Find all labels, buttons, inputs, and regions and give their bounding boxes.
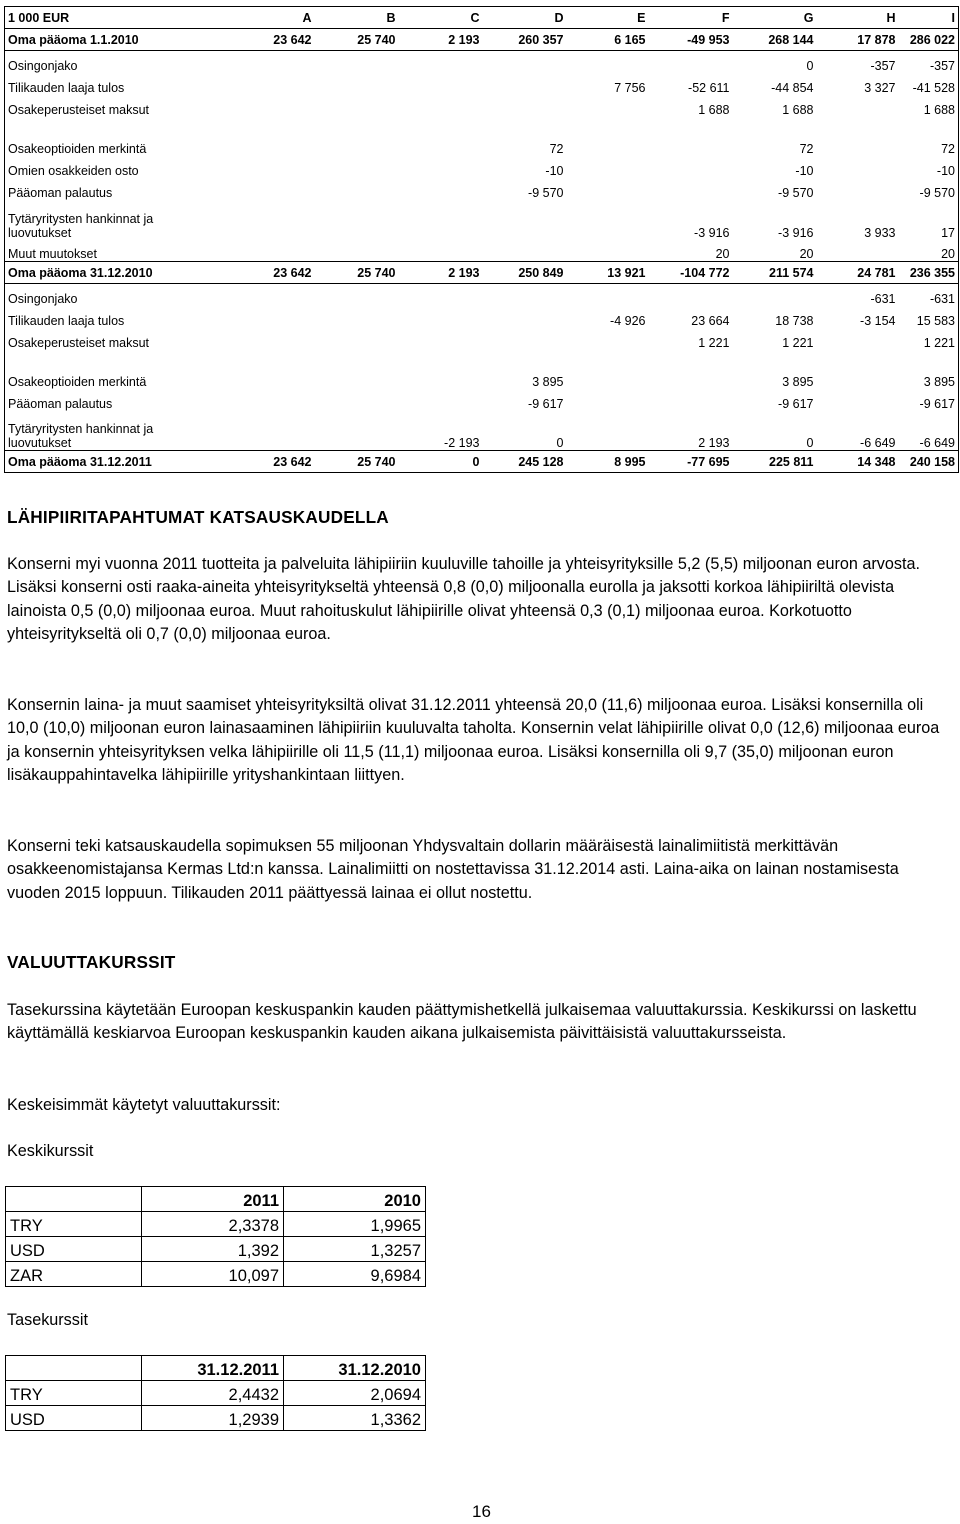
table-cell: 23 642: [231, 29, 315, 51]
table-cell: 250 849: [483, 262, 567, 284]
rates-row: [6, 1262, 426, 1287]
table-cell: C: [399, 7, 483, 29]
total-row: [5, 29, 959, 51]
table-row: [5, 134, 959, 156]
table-cell: -10: [795, 163, 814, 178]
table-cell: [231, 73, 315, 95]
table-cell: 0: [806, 58, 814, 73]
rates-header-row: [6, 1356, 426, 1381]
table-cell: -44 854: [771, 80, 814, 95]
table-row: [5, 117, 959, 134]
table-cell: 6 165: [567, 29, 649, 51]
table-cell: -77 695: [649, 451, 733, 473]
table-cell: [399, 240, 483, 262]
table-cell: [231, 95, 315, 117]
row-label: Osakeperusteiset maksut: [5, 95, 231, 117]
row-label: Tilikauden laaja tulos: [5, 73, 231, 95]
table-cell: [567, 389, 649, 411]
table-cell: [315, 95, 399, 117]
closing-rates-body: [6, 1356, 426, 1431]
table-cell: [399, 156, 483, 178]
rate-cell: 2,0694: [284, 1381, 426, 1406]
table-cell: [567, 284, 649, 306]
table-cell: 18 738: [775, 313, 814, 328]
rate-cell: 31.12.2010: [284, 1356, 426, 1381]
table-cell: -3 154: [860, 313, 896, 328]
table-cell: 286 022: [899, 29, 959, 51]
row-label: [5, 117, 231, 134]
table-cell: 0: [806, 436, 814, 450]
table-cell: 3 327: [864, 80, 896, 95]
table-cell: [315, 411, 399, 451]
table-cell: [817, 367, 899, 389]
table-cell: A: [231, 7, 315, 29]
table-cell: 0: [399, 451, 483, 473]
currency-code: [6, 1187, 142, 1212]
table-cell: -3 916: [694, 225, 730, 240]
main-rates-intro: Keskeisimmät käytetyt valuuttakurssit:: [7, 1096, 281, 1114]
table-cell: [399, 73, 483, 95]
table-row: [5, 350, 959, 367]
table-cell: [567, 328, 649, 350]
table-row: [5, 389, 959, 411]
table-cell: [315, 178, 399, 200]
related-party-paragraph-3: Konserni teki katsauskaudella sopimuksen 55 miljoonan Yhdysvaltain dollarin määräisestä lainalimiitistä merkittävän osakkeenomistajansa Kermas Ltd:n kanssa. Lainalimiitti on nostettavissa 31.12.2014 asti. Laina-aika on lainan nostamisesta vuoden 2015 loppuun. Tilikauden 2011 päättyessä lainaa ei ollut nostettu.: [7, 837, 899, 902]
table-cell: [315, 306, 399, 328]
table-cell: [817, 134, 899, 156]
table-cell: 3 933: [864, 225, 896, 240]
table-cell: 260 357: [483, 29, 567, 51]
table-cell: [399, 350, 483, 367]
average-rates-body: [6, 1187, 426, 1287]
table-cell: 25 740: [315, 29, 399, 51]
table-cell: [315, 200, 399, 240]
rate-cell: 1,3257: [284, 1237, 426, 1262]
table-cell: [817, 240, 899, 262]
table-cell: 1 688: [698, 102, 730, 117]
table-cell: 240 158: [899, 451, 959, 473]
currency-paragraph: Tasekurssina käytetään Euroopan keskuspankin kauden päättymishetkellä julkaisemaa valuuttakurssia. Keskikurssi on laskettu käyttämällä keskiarvoa Euroopan keskuspankin kauden aikana julkaisemista päivittäisistä valuuttakursseista.: [7, 1001, 917, 1043]
table-cell: 1 688: [899, 95, 959, 117]
table-cell: -2 193: [444, 436, 480, 450]
row-label-line-1: Tytäryritysten hankinnat ja: [8, 211, 154, 226]
table-cell: 72: [549, 141, 564, 156]
table-cell: [567, 95, 649, 117]
rate-cell: 1,3362: [284, 1406, 426, 1431]
page-number: 16: [472, 1502, 491, 1521]
table-cell: [399, 95, 483, 117]
table-cell: 3 895: [899, 367, 959, 389]
table-cell: 3 895: [532, 374, 564, 389]
table-cell: 13 921: [567, 262, 649, 284]
table-cell: [567, 134, 649, 156]
table-cell: [315, 350, 399, 367]
table-cell: [567, 411, 649, 451]
table-cell: [483, 200, 567, 240]
table-cell: 1 221: [782, 335, 814, 350]
rate-cell: 9,6984: [284, 1262, 426, 1287]
table-cell: 268 144: [733, 29, 817, 51]
table-cell: D: [483, 7, 567, 29]
currency-code: USD: [6, 1237, 142, 1262]
table-cell: [817, 350, 899, 367]
table-cell: 23 642: [231, 451, 315, 473]
table-cell: [315, 117, 399, 134]
currency-code: TRY: [6, 1212, 142, 1237]
table-cell: -6 649: [899, 411, 959, 451]
table-cell: [315, 134, 399, 156]
table-cell: [399, 200, 483, 240]
closing-rates-label: Tasekurssit: [7, 1311, 88, 1329]
table-cell: [231, 350, 315, 367]
rate-cell: 10,097: [142, 1262, 284, 1287]
total-row: [5, 262, 959, 284]
table-cell: 0: [556, 436, 564, 450]
rate-cell: 2,3378: [142, 1212, 284, 1237]
table-cell: -104 772: [649, 262, 733, 284]
table-row: [5, 95, 959, 117]
table-cell: [567, 200, 649, 240]
table-row: [5, 328, 959, 350]
table-cell: [483, 284, 567, 306]
row-label: Oma pääoma 1.1.2010: [5, 29, 231, 51]
currency-heading: VALUUTTAKURSSIT: [7, 952, 176, 972]
table-cell: [567, 240, 649, 262]
table-cell: [399, 178, 483, 200]
table-cell: [399, 367, 483, 389]
table-cell: 3 895: [782, 374, 814, 389]
table-cell: [733, 350, 817, 367]
table-cell: [649, 367, 733, 389]
table-cell: -9 570: [899, 178, 959, 200]
table-cell: -9 570: [778, 185, 814, 200]
table-cell: 20: [899, 240, 959, 262]
row-label: Osakeperusteiset maksut: [5, 328, 231, 350]
table-cell: -631: [870, 291, 896, 306]
table-cell: B: [315, 7, 399, 29]
table-cell: [399, 306, 483, 328]
table-cell: 24 781: [817, 262, 899, 284]
rate-cell: 1,9965: [284, 1212, 426, 1237]
table-cell: [315, 389, 399, 411]
table-cell: 15 583: [899, 306, 959, 328]
table-row: [5, 156, 959, 178]
table-cell: -10: [545, 163, 564, 178]
table-cell: [315, 51, 399, 73]
table-cell: [399, 51, 483, 73]
table-cell: -41 528: [899, 73, 959, 95]
table-cell: [817, 389, 899, 411]
table-cell: [649, 350, 733, 367]
table-row: [5, 367, 959, 389]
table-cell: [231, 367, 315, 389]
total-row: [5, 451, 959, 473]
related-party-paragraph-2: Konsernin laina- ja muut saamiset yhteisyrityksiltä olivat 31.12.2011 yhteensä 20,0 (11,6) miljoonaa euroa. Lisäksi konsernilla oli 10,0 (10,0) miljoonan euron lainasaaminen lähipiiriin kuuluvalta taholta. Konsernin velat lähipiirille olivat 0,0 (12,6) miljoonaa euroa ja konsernin yhteisyrityksen velka lähipiirille oli 11,5 (11,1) miljoonaa euroa. Lisäksi konsernilla oli 9,7 (35,0) miljoonan euron lisäkauppahintavelka lähipiirille yrityshankintaan liittyen.: [7, 696, 940, 784]
row-label: Pääoman palautus: [5, 389, 231, 411]
table-cell: [315, 284, 399, 306]
table-cell: [567, 117, 649, 134]
table-row: [5, 411, 959, 451]
table-row: [5, 284, 959, 306]
table-row: [5, 240, 959, 262]
table-cell: [399, 134, 483, 156]
closing-rates-table: [5, 1355, 426, 1431]
row-label: [5, 411, 231, 451]
row-label: Omien osakkeiden osto: [5, 156, 231, 178]
table-cell: [231, 306, 315, 328]
table-cell: [231, 200, 315, 240]
table-cell: [231, 178, 315, 200]
rate-cell: 1,2939: [142, 1406, 284, 1431]
row-label-line-2: luovutukset: [8, 225, 72, 240]
rate-cell: 2010: [284, 1187, 426, 1212]
table-cell: [483, 328, 567, 350]
table-cell: [399, 389, 483, 411]
table-cell: -3 916: [778, 225, 814, 240]
rates-row: [6, 1212, 426, 1237]
equity-table-body: [5, 7, 959, 473]
table-cell: I: [899, 7, 959, 29]
table-cell: 72: [799, 141, 814, 156]
table-cell: [315, 367, 399, 389]
table-cell: [483, 73, 567, 95]
table-cell: 7 756: [614, 80, 646, 95]
table-cell: [315, 156, 399, 178]
table-cell: -631: [899, 284, 959, 306]
table-cell: [567, 156, 649, 178]
rate-cell: 2,4432: [142, 1381, 284, 1406]
table-cell: [567, 178, 649, 200]
table-cell: [649, 156, 733, 178]
table-cell: [399, 117, 483, 134]
currency-code: USD: [6, 1406, 142, 1431]
table-cell: [817, 117, 899, 134]
rates-row: [6, 1406, 426, 1431]
table-cell: 211 574: [733, 262, 817, 284]
table-cell: [817, 328, 899, 350]
table-cell: [567, 51, 649, 73]
table-cell: [649, 284, 733, 306]
table-row: [5, 178, 959, 200]
table-cell: [399, 284, 483, 306]
table-cell: [231, 284, 315, 306]
row-label: Oma pääoma 31.12.2011: [5, 451, 231, 473]
related-party-heading: LÄHIPIIRITAPAHTUMAT KATSAUSKAUDELLA: [7, 507, 389, 527]
table-cell: 23 642: [231, 262, 315, 284]
table-cell: [483, 306, 567, 328]
row-label: Muut muutokset: [5, 240, 231, 262]
table-row: [5, 73, 959, 95]
table-cell: [483, 95, 567, 117]
table-cell: [315, 73, 399, 95]
table-cell: -9 617: [778, 396, 814, 411]
table-cell: [817, 95, 899, 117]
table-cell: -9 617: [528, 396, 564, 411]
table-row: [5, 51, 959, 73]
row-label: [5, 350, 231, 367]
table-cell: G: [733, 7, 817, 29]
table-cell: [231, 117, 315, 134]
equity-changes-table: [4, 6, 959, 473]
row-label: Pääoman palautus: [5, 178, 231, 200]
table-cell: 25 740: [315, 262, 399, 284]
table-cell: -52 611: [688, 80, 730, 95]
table-cell: [567, 367, 649, 389]
rate-cell: 1,392: [142, 1237, 284, 1262]
rates-row: [6, 1237, 426, 1262]
table-cell: 1 221: [899, 328, 959, 350]
table-cell: -9 570: [528, 185, 564, 200]
table-cell: [231, 328, 315, 350]
row-label: Osakeoptioiden merkintä: [5, 134, 231, 156]
table-cell: [733, 117, 817, 134]
row-label: Osingonjako: [5, 284, 231, 306]
table-cell: [649, 389, 733, 411]
table-cell: [315, 240, 399, 262]
table-cell: 2 193: [399, 29, 483, 51]
table-cell: [649, 178, 733, 200]
table-cell: [817, 156, 899, 178]
table-cell: [483, 51, 567, 73]
average-rates-label: Keskikurssit: [7, 1142, 94, 1160]
table-cell: 2 193: [698, 436, 730, 450]
table-header-row: [5, 7, 959, 29]
table-cell: E: [567, 7, 649, 29]
related-party-paragraph-1: Konserni myi vuonna 2011 tuotteita ja palveluita lähipiiriin kuuluville tahoille ja yhteisyrityksille 5,2 (5,5) miljoonan euron arvosta. Lisäksi konserni osti raaka-aineita yhteisyritykseltä yhteensä 0,8 (0,0) miljoonalla eurolla ja jaksotti korkoa lähipiiriltä olevista lainoista 0,5 (0,0) miljoonaa euroa. Muut rahoituskulut lähipiirille olivat yhteensä 0,3 (0,1) miljoonaa euroa. Korkotuotto yhteisyritykseltä oli 0,7 (0,0) miljoonaa euroa.: [7, 555, 920, 643]
table-cell: 8 995: [567, 451, 649, 473]
table-cell: [649, 134, 733, 156]
rates-row: [6, 1381, 426, 1406]
table-cell: 20: [799, 247, 814, 261]
table-cell: [231, 51, 315, 73]
table-cell: [231, 134, 315, 156]
table-cell: [649, 51, 733, 73]
table-cell: F: [649, 7, 733, 29]
table-cell: 236 355: [899, 262, 959, 284]
currency-code: ZAR: [6, 1262, 142, 1287]
table-cell: 72: [899, 134, 959, 156]
rate-cell: 31.12.2011: [142, 1356, 284, 1381]
table-cell: [899, 117, 959, 134]
table-cell: 20: [715, 247, 730, 261]
table-cell: [231, 156, 315, 178]
table-cell: H: [817, 7, 899, 29]
table-cell: 17 878: [817, 29, 899, 51]
currency-code: TRY: [6, 1381, 142, 1406]
table-cell: -357: [899, 51, 959, 73]
table-cell: [817, 178, 899, 200]
table-cell: 225 811: [733, 451, 817, 473]
table-cell: 2 193: [399, 262, 483, 284]
table-cell: [231, 389, 315, 411]
row-label-line-2: luovutukset: [8, 436, 72, 450]
table-cell: [649, 117, 733, 134]
table-cell: [567, 350, 649, 367]
table-cell: 245 128: [483, 451, 567, 473]
average-rates-table: [5, 1186, 426, 1287]
table-cell: 25 740: [315, 451, 399, 473]
table-cell: [315, 328, 399, 350]
currency-code: [6, 1356, 142, 1381]
rates-header-row: [6, 1187, 426, 1212]
row-label-line-1: Tytäryritysten hankinnat ja: [8, 422, 154, 436]
table-cell: 14 348: [817, 451, 899, 473]
table-cell: [231, 240, 315, 262]
table-row: [5, 200, 959, 240]
table-cell: [483, 350, 567, 367]
table-cell: 23 664: [691, 313, 730, 328]
table-cell: -6 649: [860, 436, 896, 450]
table-cell: [733, 284, 817, 306]
table-cell: [483, 240, 567, 262]
row-label: Osingonjako: [5, 51, 231, 73]
table-cell: -10: [899, 156, 959, 178]
rate-cell: 2011: [142, 1187, 284, 1212]
table-cell: [483, 117, 567, 134]
row-label: [5, 200, 231, 240]
table-cell: [231, 411, 315, 451]
row-label: Oma pääoma 31.12.2010: [5, 262, 231, 284]
table-cell: [899, 350, 959, 367]
table-cell: [399, 328, 483, 350]
table-cell: 17: [899, 200, 959, 240]
table-cell: -4 926: [610, 313, 646, 328]
table-row: [5, 306, 959, 328]
table-cell: 1 221: [698, 335, 730, 350]
table-cell: 1 688: [782, 102, 814, 117]
row-label: Tilikauden laaja tulos: [5, 306, 231, 328]
table-cell: -49 953: [649, 29, 733, 51]
table-cell: -9 617: [899, 389, 959, 411]
row-label: 1 000 EUR: [5, 7, 231, 29]
row-label: Osakeoptioiden merkintä: [5, 367, 231, 389]
table-cell: -357: [870, 58, 896, 73]
